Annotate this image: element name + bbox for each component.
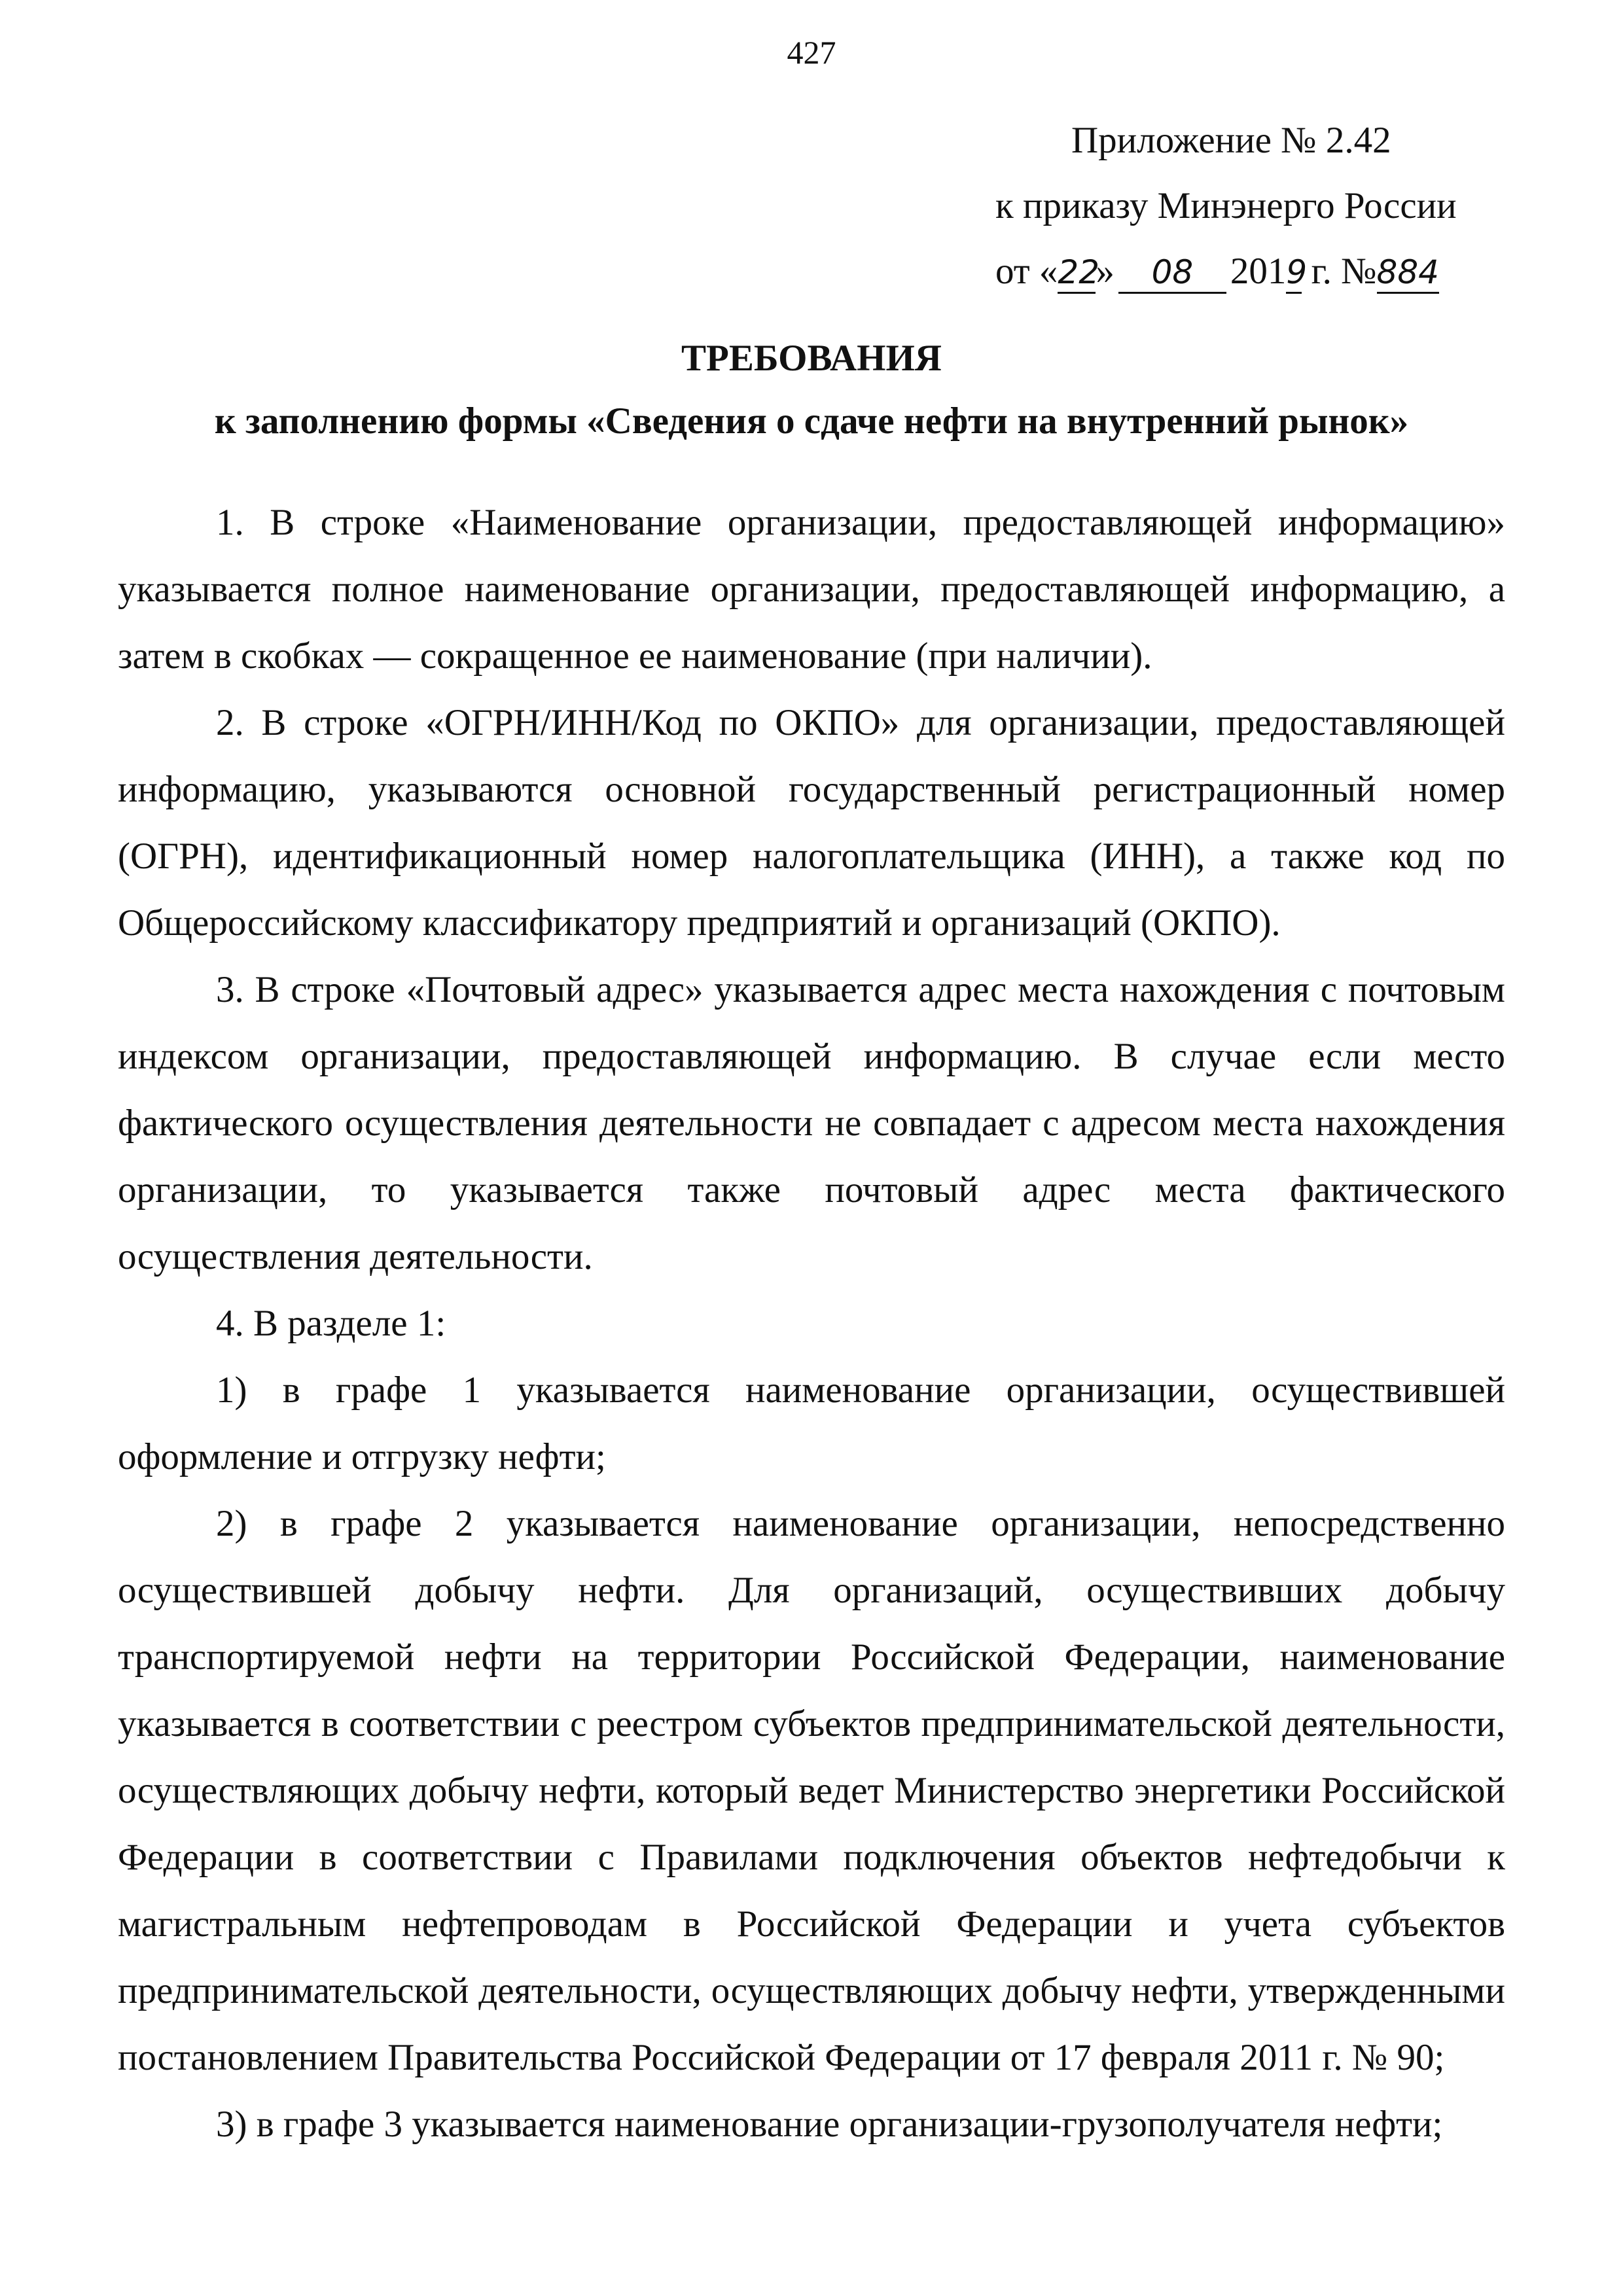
heading-title: ТРЕБОВАНИЯ xyxy=(681,338,942,379)
paragraph-4: 4. В разделе 1: xyxy=(216,1303,446,1344)
paragraph-4-item-3: 3) в графе 3 указывается наименование организации-грузополучателя нефти; xyxy=(216,2104,1443,2145)
date-mid: » xyxy=(1096,251,1115,292)
appendix-order-reference: к приказу Минэнерго России xyxy=(995,185,1457,226)
paragraph-4-item-2: 2) в графе 2 указывается наименование организации, непосредственно осуществившей добычу нефти. Для организаций, осуществивших добычу транспортируемой нефти на территории Российской Федерации, наименование указывается в соответствии с реестром субъектов предпринимательской деятельности, осуществляющих добычу нефти, который ведет Министерство энергетики Российской Федерации в соответствии с Правилами подключения объектов нефтедобычи к магистральным нефтепроводам в Российской Федерации и учета субъектов предпринимательской деятельности, осуществляющих добычу нефти, утвержденными постановлением Правительства Российской Федерации от 17 февраля 2011 г. № 90; xyxy=(118,1503,1505,2078)
paragraph-4-item-1: 1) в графе 1 указывается наименование организации, осуществившей оформление и отгрузку нефти; xyxy=(118,1369,1505,1477)
paragraph-1: 1. В строке «Наименование организации, предоставляющей информацию» указывается полное наименование организации, предоставляющей информацию, а затем в скобках — сокращенное ее наименование (при наличии). xyxy=(118,502,1505,677)
paragraph-2: 2. В строке «ОГРН/ИНН/Код по ОКПО» для организации, предоставляющей информацию, указываются основной государственный регистрационный номер (ОГРН), идентификационный номер налогоплательщика (ИНН), а также код по Общероссийскому классификатору предприятий и организаций (ОКПО). xyxy=(118,702,1505,944)
appendix-block xyxy=(982,108,1544,304)
date-suffix: г. № xyxy=(1302,251,1377,292)
document-heading xyxy=(0,327,1623,453)
date-year-digit-handwritten: 9 xyxy=(1286,253,1302,294)
appendix-date-line xyxy=(982,239,1544,304)
document-body xyxy=(118,489,1505,2158)
appendix-title: Приложение № 2.42 xyxy=(1071,120,1391,161)
heading-subtitle: к заполнению формы «Сведения о сдаче нефти на внутренний рынок» xyxy=(214,400,1409,442)
date-month-handwritten: 08 xyxy=(1118,253,1226,294)
order-number-handwritten: 884 xyxy=(1377,253,1439,294)
date-prefix: от « xyxy=(995,251,1058,292)
paragraph-3: 3. В строке «Почтовый адрес» указывается адрес места нахождения с почтовым индексом организации, предоставляющей информацию. В случае если место фактического осуществления деятельности не совпадает с адресом места нахождения организации, то указывается также почтовый адрес места фактического осуществления деятельности. xyxy=(118,969,1505,1277)
page-number: 427 xyxy=(787,34,836,71)
date-day-handwritten: 22 xyxy=(1058,253,1096,294)
date-year-prefix: 201 xyxy=(1230,251,1287,292)
